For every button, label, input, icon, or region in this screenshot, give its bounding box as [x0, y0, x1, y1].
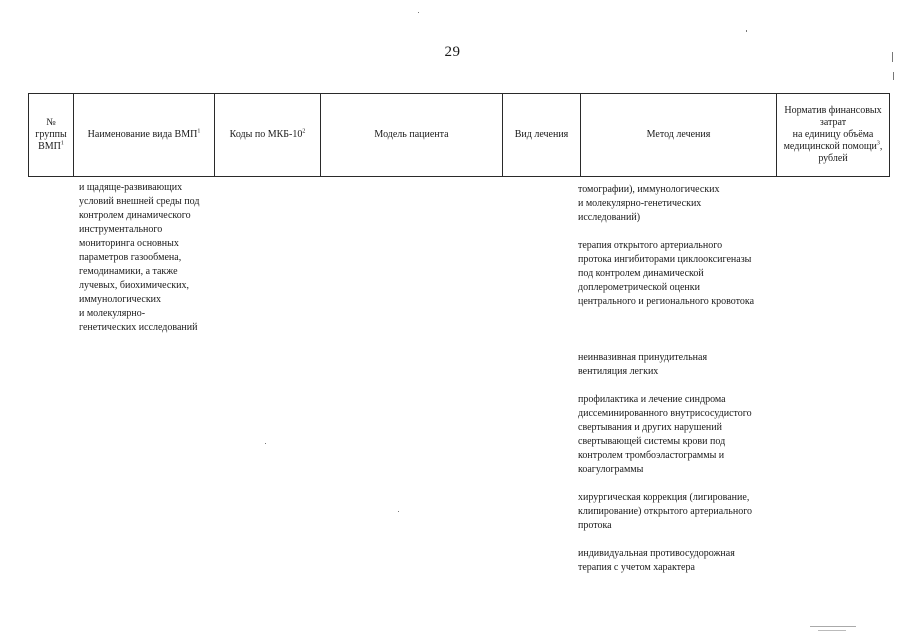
- vmp-name-line: иммунологических: [79, 294, 162, 305]
- scan-speck: [810, 626, 856, 627]
- vmp-name-line: инструментального: [79, 224, 163, 235]
- scan-speck: [818, 630, 846, 631]
- table-header: [28, 93, 890, 177]
- page-number: 29: [444, 44, 461, 60]
- header-c7-line-1: Норматив финансовых: [784, 105, 882, 116]
- vmp-name-line: генетических исследований: [79, 322, 198, 333]
- method-line: доплерометрической оценки: [578, 282, 700, 293]
- method-line: свертывающей системы крови под: [578, 436, 726, 447]
- header-c2-text: Наименование вида ВМП: [87, 129, 198, 140]
- header-c1-line-2: группы: [35, 129, 67, 140]
- method-block-4: [578, 393, 788, 477]
- method-line: и молекулярно-генетических: [578, 198, 702, 209]
- vmp-name-line: параметров газообмена,: [79, 252, 182, 263]
- header-c4-text: Модель пациента: [374, 129, 449, 140]
- vmp-name-line: контролем динамического: [79, 210, 191, 221]
- header-c3-sup: 2: [302, 128, 306, 135]
- header-c1-line-3: ВМП: [38, 141, 61, 152]
- header-c5-text: Вид лечения: [514, 129, 569, 140]
- scan-speck: [892, 52, 893, 62]
- scan-speck: [265, 443, 266, 444]
- header-c6-text: Метод лечения: [646, 129, 711, 140]
- vmp-name-line: и молекулярно-: [79, 308, 146, 319]
- method-line: протока ингибиторами циклооксигеназы: [578, 254, 752, 265]
- header-c7-line-3: на единицу объёма: [792, 129, 874, 140]
- header-group-number: [29, 94, 74, 177]
- vmp-name-line: лучевых, биохимических,: [79, 280, 189, 291]
- header-cost-standard: Норматив финансовых затрат на единицу объёма медицинской помощи$^3$, рублей: [777, 94, 890, 177]
- vmp-name-cell: [79, 181, 229, 335]
- method-line: клипирование) открытого артериального: [578, 506, 753, 517]
- header-treatment-method: [581, 94, 777, 177]
- method-line: терапия открытого артериального: [578, 240, 723, 251]
- method-line: терапия с учетом характера: [578, 562, 695, 573]
- header-c1-sup: 1: [60, 140, 64, 147]
- scan-speck: [418, 12, 419, 13]
- method-block-3: [578, 351, 788, 379]
- method-line: томографии), иммунологических: [578, 184, 720, 195]
- method-line: контролем тромбоэластограммы и: [578, 450, 725, 461]
- header-c2-sup: 1: [197, 128, 201, 135]
- header-c3-text: Коды по МКБ-10: [229, 129, 303, 140]
- method-line: неинвазивная принудительная: [578, 352, 708, 363]
- method-line: свертывания и других нарушений: [578, 422, 722, 433]
- scan-speck: [746, 30, 747, 32]
- header-c1-line-1: №: [46, 117, 56, 128]
- scan-speck: [893, 72, 894, 80]
- method-line: коагулограммы: [578, 464, 644, 475]
- vmp-name-line: и щадяще-развивающих: [79, 182, 183, 193]
- header-vmp-name: [74, 94, 215, 177]
- vmp-name-line: гемодинамики, а также: [79, 266, 178, 277]
- method-line: индивидуальная противосудорожная: [578, 548, 735, 559]
- method-block-6: [578, 547, 788, 575]
- header-treatment-type: [503, 94, 581, 177]
- method-line: центрального и регионального кровотока: [578, 296, 755, 307]
- method-line: профилактика и лечение синдрома: [578, 394, 726, 405]
- method-block-1: [578, 183, 788, 225]
- method-block-2: [578, 239, 788, 309]
- method-line: под контролем динамической: [578, 268, 704, 279]
- vmp-name-line: мониторинга основных: [79, 238, 179, 249]
- scan-speck: [398, 511, 399, 512]
- header-icd-codes: [215, 94, 321, 177]
- method-line: вентиляция легких: [578, 366, 659, 377]
- vmp-name-line: условий внешней среды под: [79, 196, 200, 207]
- method-line: диссеминированного внутрисосудистого: [578, 408, 752, 419]
- method-line: исследований): [578, 212, 641, 223]
- header-c7-line-4: медицинской помощи: [783, 141, 877, 152]
- method-line: хирургическая коррекция (лигирование,: [578, 492, 750, 503]
- treatment-method-cell: [578, 183, 788, 575]
- header-patient-model: [321, 94, 503, 177]
- method-line: протока: [578, 520, 612, 531]
- header-c7-sup: 3: [876, 140, 880, 147]
- header-c7-tail: рублей: [818, 153, 848, 164]
- header-c7-line-2: затрат: [819, 117, 847, 128]
- method-block-5: [578, 491, 788, 533]
